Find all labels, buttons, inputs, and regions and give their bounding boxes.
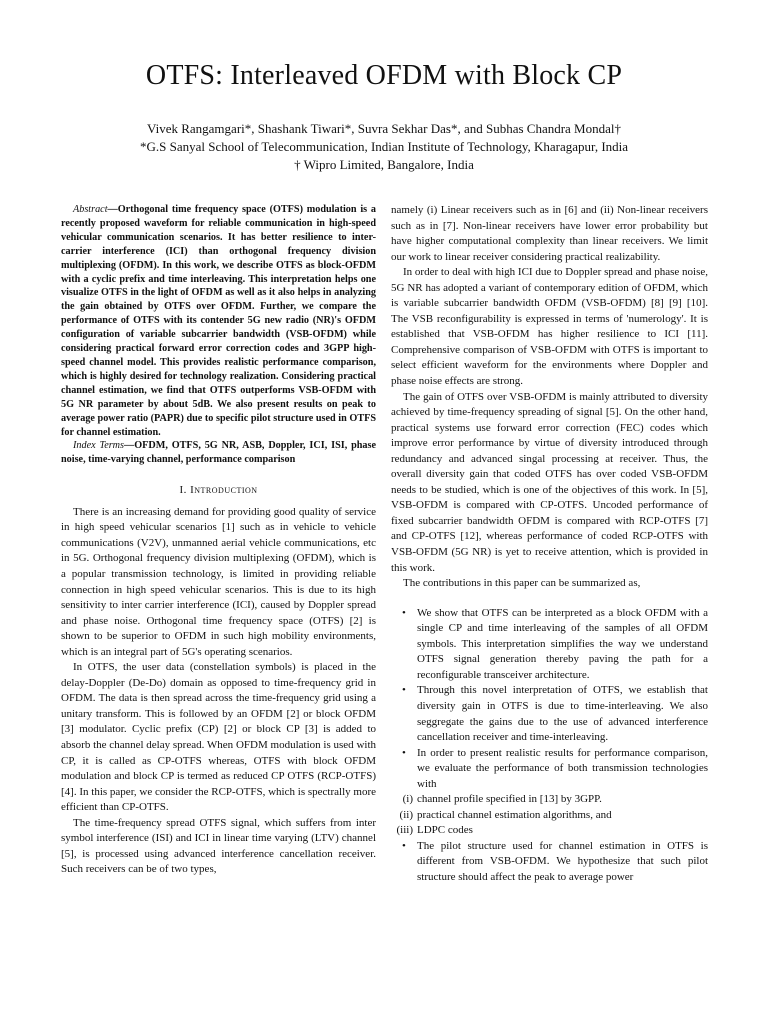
abstract-label: Abstract [73, 204, 108, 215]
abstract-paragraph [61, 203, 376, 439]
bullet-icon: • [402, 684, 406, 697]
sublist-number: (iii) [396, 824, 413, 837]
section-number: I. [179, 484, 187, 497]
continued-paragraph: namely (i) Linear receivers such as in [6] and (ii) Non-linear receivers such as in [7]. Non-linear receivers have lower error probability but have higher computational complexity than linear receivers. We limit our work to linear receiver considering practical realizability. [391, 204, 708, 263]
contributions-intro: The contributions in this paper can be summarized as, [403, 577, 641, 590]
index-terms-text: —OFDM, OTFS, 5G NR, ASB, Doppler, ICI, ISI, phase noise, time-varying channel, performance comparison [61, 440, 376, 466]
index-terms-label: Index Terms [73, 440, 125, 452]
sublist-number: (i) [402, 793, 413, 806]
intro-paragraph: In OTFS, the user data (constellation symbols) is placed in the delay-Doppler (De-Do) domain as opposed to time-frequency grid in OFDM. The data is then spread across the time-frequency grid using a unitary transform. This is followed by an OFDM [2] or block OFDM [3] modulator. Cyclic prefix (CP) [2] or block CP [3] is added to absorb the channel delay spread. When OFDM modulation is used with CP, it is called as CP-OTFS whereas, OTFS with block OFDM modulation and block CP is termed as reduced CP OTFS (RCP-OTFS) [4]. In this paper, we consider the RCP-OTFS, which is spectrally more efficient than CP-OTFS. [61, 661, 376, 814]
paper-title: OTFS: Interleaved OFDM with Block CP [145, 60, 623, 91]
bullet-icon: • [402, 606, 406, 619]
section-heading [61, 483, 376, 499]
affiliation-2: † Wipro Limited, Bangalore, India [294, 157, 474, 172]
bullet-icon: • [402, 839, 406, 852]
abstract [61, 203, 376, 467]
list-item-text: In order to present realistic results for performance comparison, we evaluate the performance of both transmission technologies with [417, 746, 708, 790]
sublist-item [391, 792, 708, 808]
contributions-list [391, 606, 708, 793]
list-item-text: Through this novel interpretation of OTFS, we establish that diversity gain in OTFS is due to time-interleaving. We also seggregate the gains due to the use of advanced interference cancellation receiver and time-interleaving. [417, 684, 708, 744]
list-item-text: The pilot structure used for channel estimation in OTFS is different from VSB-OFDM. We hypothesize that such pilot structure should affect the peak to average power [417, 839, 708, 883]
left-column [61, 203, 376, 878]
list-item-text: We show that OTFS can be interpreted as a block OFDM with a single CP and time interleaving of the samples of all OFDM symbols. This interpretation simplifies the way we understand OTFS signal generation thereby paving the path for a reconfigurable transceiver architecture. [417, 606, 708, 681]
list-item [391, 606, 708, 684]
sublist-text: practical channel estimation algorithms, and [417, 808, 612, 821]
body-paragraph: The gain of OTFS over VSB-OFDM is mainly attributed to diversity achieved by time-frequency spreading of signal [5]. On the other hand, practical systems use forward error correction (FEC) codes which improve error performance by virtue of diversity introduced through redundancy and advanced singal processing at receiver. Thus, the overall diversity gain that coded OTFS has over coded VSB-OFDM needs to be studied, which is one of the objectives of this work. In [5], VSB-OFDM is compared with CP-OTFS. Uncoded performance of fixed subcarrier bandwidth OFDM is compared with RCP-OTFS [7] and CP-OTFS [12], whereas performance of coded RCP-OTFS with VSB-OFDM (5G NR) is yet to receive attention, which is provided in this work. [391, 390, 708, 574]
bullet-icon: • [402, 746, 406, 759]
sublist-item [391, 808, 708, 824]
sublist-number: (ii) [399, 808, 413, 821]
list-item [391, 839, 708, 886]
right-column [391, 203, 708, 886]
section-title: Introduction [190, 484, 258, 497]
body-paragraph: In order to deal with high ICI due to Doppler spread and phase noise, 5G NR has adopted a variant of contemporary edition of OFDM, which is variable subcarrier bandwidth OFDM (VSB-OFDM) [8] [9] [10]. The VSB reconfigurability is expressed in terms of 'numerology'. It is established that VSB-OFDM has higher resilience to ICI [11]. Comprehensive comparison of VSB-OFDM with OTFS is important to select efficient waveform for the environments where Doppler and phase noise effects are strong. [391, 266, 708, 388]
sublist-text: LDPC codes [417, 824, 473, 837]
index-terms [61, 439, 376, 467]
intro-paragraph: There is an increasing demand for providing good quality of service in high speed vehicular scenarios [1] such as in vehicle to vehicle communications (V2V), unmanned aerial vehicle communications, etc in 5G. Orthogonal frequency division multiplexing (OFDM), which is a popular transmission technology, is limited in providing reliable connection in high speed vehicular scenarios. This is due to its high sensitivity to inter carrier interference (ICI), caused by Doppler spread and phase noise. Orthogonal time frequency space (OTFS) [2] is shown to be superior to OFDM in such high mobility environments, which is an integral part of 5G's operating scenarios. [61, 505, 376, 658]
affiliation-1: *G.S Sanyal School of Telecommunication, Indian Institute of Technology, Kharagapur, India [139, 139, 629, 154]
abstract-text: —Orthogonal time frequency space (OTFS) modulation is a recently proposed waveform for reliable communication in high-speed vehicular communication scenarios. It has better resilience to inter-carrier interference (ICI) than orthogonal frequency division multiplexing (OFDM). In this work, we describe OTFS as block-OFDM with a cyclic prefix and time interleaving. This interpretation helps one visualize OTFS in the light of OFDM as well as it also helps in analyzing the gain obtained by OTFS over OFDM. Further, we compare the performance of OTFS with its contender 5G new radio (NR)'s OFDM configuration of variable subcarrier bandwidth (VSB-OFDM) while considering practical forward error correction codes and 3GPP high-speed channel model. This provides realistic performance comparison, which is highly desired for technology realization. Considering practical channel estimation, we find that OTFS outperforms VSB-OFDM with 5G NR parameter by about 5dB. We also present results on peak to average power ratio (PAPR) due to specific pilot structure used in OTFS for channel estimation. [61, 204, 376, 438]
sublist-item [391, 823, 708, 839]
intro-paragraph: The time-frequency spread OTFS signal, which suffers from inter symbol interference (ISI) and ICI in linear time varying (LTV) channel [5], is processed using advanced interference cancellation receiver. Such receivers can be of two types, [61, 816, 376, 876]
sublist-text: channel profile specified in [13] by 3GPP. [417, 793, 602, 806]
list-item [391, 746, 708, 793]
author-block [0, 120, 768, 174]
author-names: Vivek Rangamgari*, Shashank Tiwari*, Suvra Sekhar Das*, and Subhas Chandra Mondal† [146, 121, 622, 136]
list-item [391, 683, 708, 745]
enumerated-sublist [391, 792, 708, 839]
contributions-list-continued [391, 839, 708, 886]
